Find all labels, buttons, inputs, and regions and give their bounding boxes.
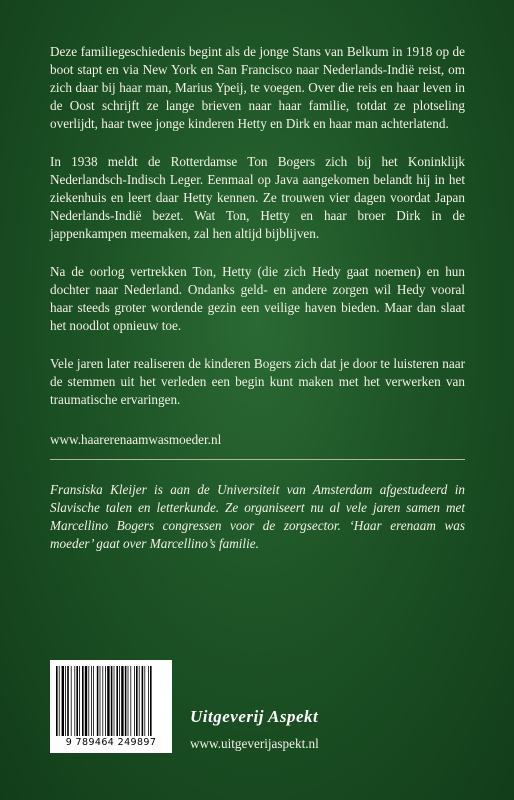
barcode-bar — [56, 666, 58, 736]
section-divider — [50, 459, 465, 460]
barcode-bar — [128, 666, 129, 736]
barcode-bar — [76, 666, 78, 736]
barcode-bars — [56, 666, 166, 736]
barcode-bar — [148, 666, 149, 736]
barcode-bar — [97, 666, 99, 736]
publisher-logo: Uitgeverij Aspekt — [190, 707, 319, 726]
barcode-bar — [144, 666, 145, 736]
back-cover-text — [50, 43, 465, 449]
barcode-bar — [74, 666, 75, 736]
blurb-paragraph-3: Na de oorlog vertrekken Ton, Hetty (die zich Hedy gaat noemen) en hun dochter naar Nederland. Ondanks geld- en andere zorgen wil Hedy vooral haar steeds groter wordende gezin een veilige haven bieden. Maar dan slaat het noodlot opnieuw toe. — [50, 264, 465, 333]
barcode-bar — [119, 666, 120, 736]
barcode-bar — [100, 666, 101, 736]
blurb-paragraph-4: Vele jaren later realiseren de kinderen Bogers zich dat je door te luisteren naar de stemmen uit het verleden een begin kunt maken met het verwerken van traumatische ervaringen. — [50, 356, 465, 407]
barcode-bar — [91, 666, 92, 736]
barcode-bar — [62, 666, 64, 736]
blurb-paragraph-1: Deze familiegeschiedenis begint als de jonge Stans van Belkum in 1918 op de boot stapt en via New York en San Francisco naar Nederlands-Indië reist, om zich daar bij haar man, Marius Ypeij, te voegen. Over die reis en haar leven in de Oost schrijft ze lange brieven naar haar familie, totdat ze plotseling overlijdt, haar twee jonge kinderen Hetty en Dirk en haar man achterlatend. — [50, 44, 465, 131]
barcode-bar — [150, 666, 152, 736]
barcode-bar — [125, 666, 127, 736]
barcode-bar — [142, 666, 144, 736]
barcode-bar — [65, 666, 66, 736]
barcode-bar — [116, 666, 118, 736]
barcode-bar — [59, 666, 60, 736]
barcode-bar — [85, 666, 87, 736]
barcode-bar — [88, 666, 89, 736]
barcode-bar — [102, 666, 103, 736]
barcode-bar — [105, 666, 106, 736]
isbn-number: 9 789464 249897 — [65, 737, 157, 748]
barcode-bar — [79, 666, 80, 736]
isbn-barcode — [50, 660, 172, 753]
barcode-bar — [134, 666, 135, 736]
barcode-bar — [136, 666, 138, 736]
barcode-bar — [111, 666, 113, 736]
barcode-bar — [139, 666, 140, 736]
barcode-bar — [107, 666, 109, 736]
website-link[interactable]: www.haarerenaamwasmoeder.nl — [50, 432, 222, 447]
barcode-bar — [93, 666, 94, 736]
barcode-bar — [121, 666, 123, 736]
publisher-url[interactable]: www.uitgeverijaspekt.nl — [190, 736, 319, 751]
blurb-paragraph-2: In 1938 meldt de Rotterdamse Ton Bogers zich bij het Koninklijk Nederlandsch-Indisch Leger. Eenmaal op Java aangekomen belandt hij in het ziekenhuis en leert daar Hetty kennen. Ze trouwen vier dagen voordat Japan Nederlands-Indië bezet. Wat Ton, Hetty en haar broer Dirk in de jappenkampen meemaken, zal hen altijd bijblijven. — [50, 154, 465, 241]
barcode-bar — [82, 666, 84, 736]
barcode-bar — [67, 666, 69, 736]
barcode-bar — [130, 666, 131, 736]
barcode-bar — [114, 666, 115, 736]
barcode-bar — [71, 666, 72, 736]
author-bio: Fransiska Kleijer is aan de Universiteit van Amsterdam afgestudeerd in Slavische talen en letterkunde. Ze organiseert nu al vele jaren samen met Marcellino Bogers congressen voor de zorgsector. ‘Haar erenaam was moeder’ gaat over Marcellino’s familie. — [50, 482, 465, 551]
